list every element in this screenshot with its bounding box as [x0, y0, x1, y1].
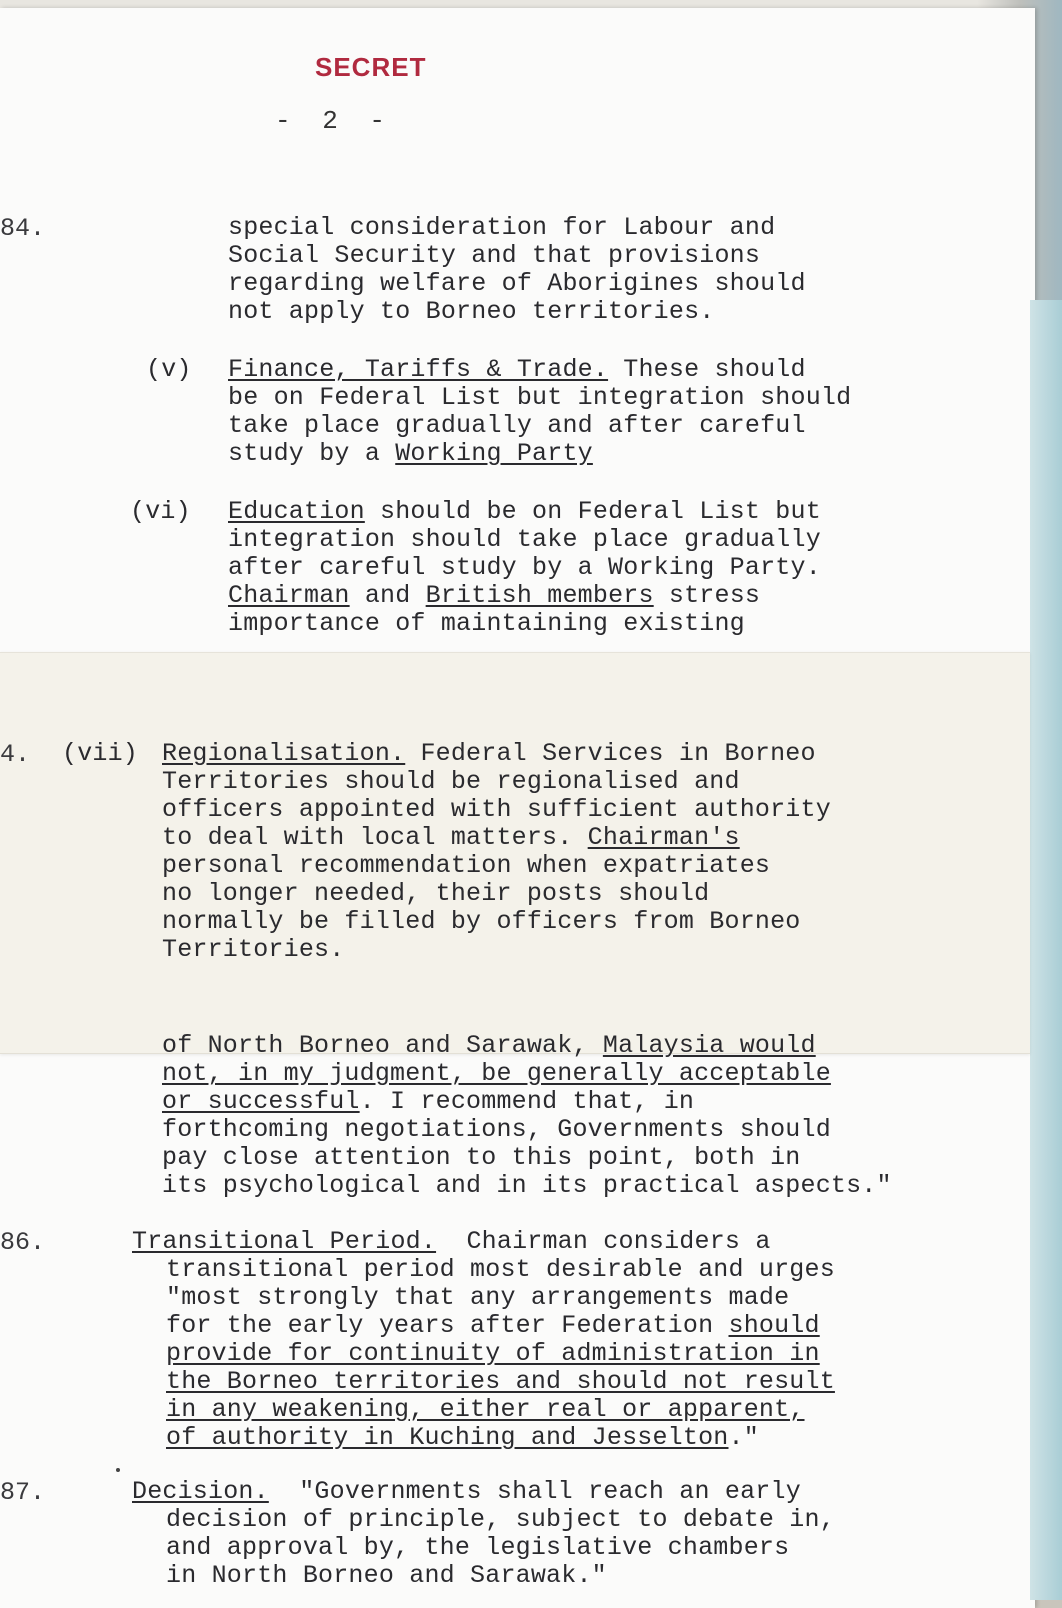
classification-stamp: SECRET [315, 52, 427, 82]
margin-number-86: 86. [0, 1228, 46, 1257]
item-vii-line-4: to deal with local matters. Chairman's [162, 823, 740, 852]
margin-number-84: 84. [0, 214, 46, 243]
para-86-heading: Transitional Period. [132, 1227, 437, 1256]
para-line: be on Federal List but integration should [228, 383, 852, 412]
para-87-heading: Decision. [132, 1477, 269, 1506]
margin-number-87: 87. [0, 1478, 46, 1507]
para-line: pay close attention to this point, both in [162, 1143, 801, 1172]
para-line: forthcoming negotiations, Governments should [162, 1115, 831, 1144]
para-line: officers appointed with sufficient authority [162, 795, 831, 824]
item-vii-heading: Regionalisation. [162, 739, 406, 768]
para-line: its psychological and in its practical aspects." [162, 1171, 892, 1200]
quote-line-3: or successful. I recommend that, in [162, 1087, 695, 1116]
para-line: not apply to Borneo territories. [228, 297, 715, 326]
para-line: decision of principle, subject to debate in, [166, 1505, 835, 1534]
item-v-heading: Finance, Tariffs & Trade. [228, 355, 609, 384]
para-line: special consideration for Labour and [228, 213, 776, 242]
item-vii-line-1: Regionalisation. Federal Services in Borneo [162, 739, 816, 768]
para-line: and approval by, the legislative chambers [166, 1533, 790, 1562]
item-vii-label: (vii) [62, 739, 139, 768]
quote-line-1: of North Borneo and Sarawak, Malaysia would [162, 1031, 816, 1060]
para-86-line-5: provide for continuity of administration in [166, 1339, 820, 1368]
ink-speck [116, 1468, 120, 1472]
para-line: regarding welfare of Aborigines should [228, 269, 806, 298]
para-line: "most strongly that any arrangements made [166, 1283, 790, 1312]
page-number: - 2 - [275, 106, 394, 136]
para-line: in North Borneo and Sarawak." [166, 1561, 607, 1590]
item-v-line-1: Finance, Tariffs & Trade. These should [228, 355, 806, 384]
item-v-line-4: study by a Working Party [228, 439, 593, 468]
para-86-line-4: for the early years after Federation should [166, 1311, 820, 1340]
para-86-line-6: the Borneo territories and should not result [166, 1367, 835, 1396]
para-line: Territories. [162, 935, 345, 964]
para-86-line-1: Transitional Period. Chairman considers a [132, 1227, 771, 1256]
margin-number: 4. [0, 740, 31, 769]
item-v-label: (v) [146, 355, 192, 384]
para-line: take place gradually and after careful [228, 411, 806, 440]
para-line: importance of maintaining existing [228, 609, 745, 638]
item-vi-line-4: Chairman and British members stress [228, 581, 761, 610]
folder-edge [1030, 300, 1062, 1600]
item-vi-label: (vi) [130, 497, 191, 526]
para-87-line-1: Decision. "Governments shall reach an early [132, 1477, 801, 1506]
para-line: transitional period most desirable and urges [166, 1255, 835, 1284]
item-vi-heading: Education [228, 497, 365, 526]
para-86-line-7: in any weakening, either real or apparent, [166, 1395, 805, 1424]
para-line: integration should take place gradually [228, 525, 821, 554]
para-line: normally be filled by officers from Borneo [162, 907, 801, 936]
para-line: Territories should be regionalised and [162, 767, 740, 796]
item-vi-line-1: Education should be on Federal List but [228, 497, 821, 526]
para-86-line-8: of authority in Kuching and Jesselton." [166, 1423, 759, 1452]
quote-line-2: not, in my judgment, be generally acceptable [162, 1059, 831, 1088]
para-line: personal recommendation when expatriates [162, 851, 771, 880]
para-line: no longer needed, their posts should [162, 879, 710, 908]
para-line: after careful study by a Working Party. [228, 553, 821, 582]
para-line: Social Security and that provisions [228, 241, 761, 270]
